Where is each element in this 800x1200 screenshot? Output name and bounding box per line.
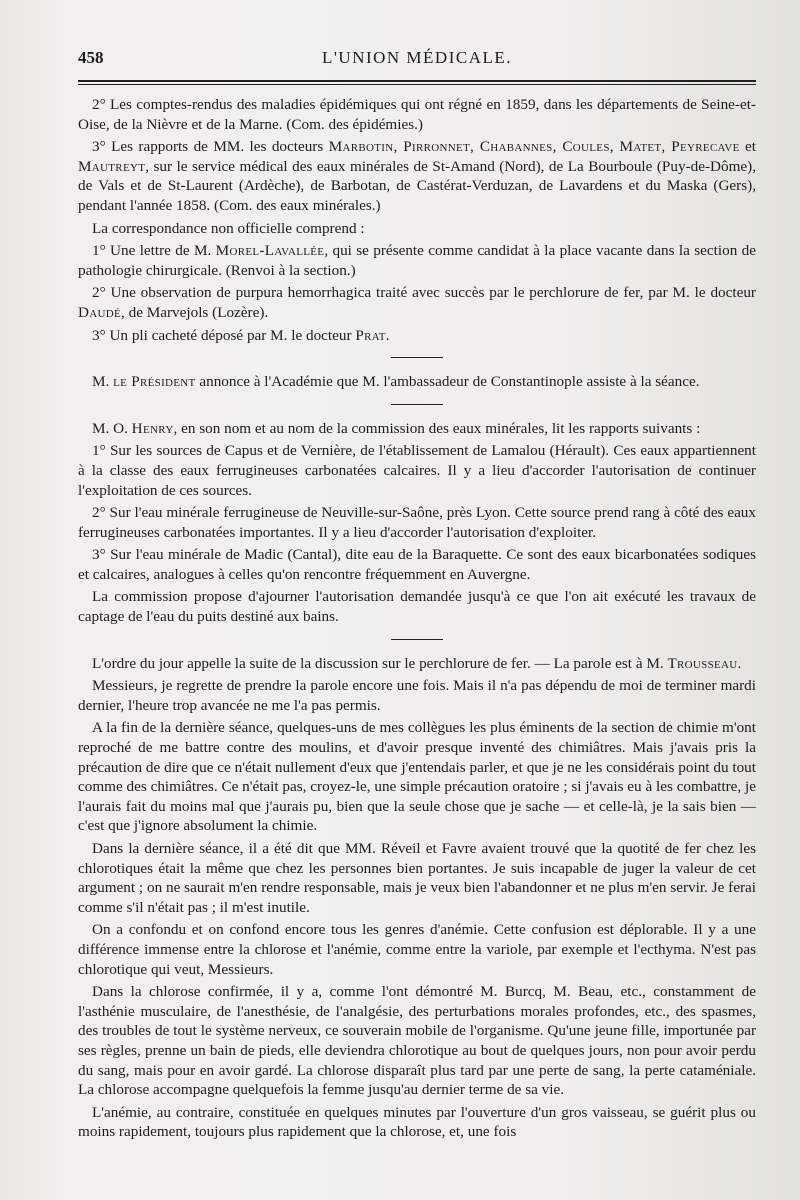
person-name: Morel-Lavallée — [215, 242, 325, 260]
header-rule — [78, 80, 756, 85]
text-run: , qui se présente comme candidat à la place vacante dans la section de pathologie chirurgicale. (Renvoi à la section.) — [78, 242, 756, 279]
text-run: 3° Un pli cacheté déposé par M. le docteur — [92, 326, 356, 344]
paragraph: 2° Les comptes-rendus des maladies épidémiques qui ont régné en 1859, dans les départements de Seine-et-Oise, de la Nièvre et de la Marne. (Com. des épidémies.) — [78, 96, 756, 133]
text-run: . — [385, 326, 390, 344]
person-name: le Président — [113, 373, 196, 391]
paragraph — [78, 283, 756, 322]
paragraph: Messieurs, je regrette de prendre la parole encore une fois. Mais il n'a pas dépendu de moi de terminer mardi dernier, l'heure trop avancée ne me l'a pas permis. — [78, 677, 756, 714]
paragraph: La commission propose d'ajourner l'autorisation demandée jusqu'à ce que l'on ait exécuté les travaux de captage de l'eau du puits destiné aux bains. — [78, 588, 756, 626]
paragraph — [78, 372, 756, 392]
paragraph — [78, 241, 756, 280]
text-run: , en son nom et au nom de la commission des eaux minérales, lit les rapports suivants : — [173, 419, 701, 437]
paragraph: L'anémie, au contraire, constituée en quelques minutes par l'ouverture d'un gros vaisseau, se guérit plus ou moins rapidement, toujours plus rapidement que la chlorose, et, une fois — [78, 1103, 756, 1141]
doctor-name: Mautreyt — [78, 157, 146, 175]
paragraph — [78, 137, 756, 215]
section-separator — [391, 357, 443, 358]
paragraph: Dans la dernière séance, il a été dit que MM. Réveil et Favre avaient trouvé que la quotité de fer chez les chlorotiques était la même que chez les personnes bien portantes. Je suis incapable de juger la valeur de cet argument ; on ne saurait m'en rendre responsable, mais je veux bien l'abandonner et ne plus m'en servir. Je ferai comme s'il n'était pas ; il m'est inutile. — [78, 840, 756, 916]
text-run: M. O. — [92, 419, 132, 437]
text-run: . — [737, 654, 742, 672]
text-run: annonce à l'Académie que M. l'ambassadeur de Constantinople assiste à la séance. — [195, 373, 700, 391]
text-run: , sur le service médical des eaux minérales de St-Amand (Nord), de La Bourboule (Puy-de-Dôme), de Vals et de St-Laurent (Ardèche), de Barbotan, de Castérat-Verduzan, de Lavardens et du Maska (Gers), pendant l'année 1858. (Com. des eaux minérales.) — [78, 157, 756, 214]
text-run: 1° Une lettre de M. — [92, 242, 216, 260]
person-name: Daudé — [78, 303, 122, 321]
paragraph: 2° Sur l'eau minérale ferrugineuse de Neuville-sur-Saône, près Lyon. Cette source prend rang à côté des eaux ferrugineuses carbonatées importantes. Il y a lieu d'accorder l'autorisation d'exploiter. — [78, 504, 756, 541]
person-name: Trousseau — [667, 654, 738, 672]
paragraph: La correspondance non officielle comprend : — [92, 219, 365, 237]
section-separator — [391, 639, 443, 640]
text-run: 2° Une observation de purpura hemorrhagica traité avec succès par le perchlorure de fer, par M. le docteur — [92, 284, 756, 302]
page-number: 458 — [78, 48, 104, 67]
article-body — [78, 95, 756, 1142]
doctor-names: Marbotin, Pirronnet, Chabannes, Coules, Matet, Peyrecave — [328, 138, 740, 156]
paragraph: Dans la chlorose confirmée, il y a, comme l'ont démontré M. Burcq, M. Beau, etc., constamment de l'asthénie musculaire, de l'anesthésie, de l'analgésie, des perturbations morales profondes, etc., des spasmes, des troubles de tout le système nerveux, ce souverain mobile de l'organisme. Qu'une jeune fille, importunée par ses règles, prenne un bain de pieds, elle deviendra chlorotique au bout de quelques jours, non pour avoir perdu du sang, mais pour en avoir gardé. La chlorose disparaît plus tard par une perte de sang, la perte cataméniale. La chlorose accompagne quelquefois la femme jusqu'au dernier terme de sa vie. — [78, 983, 756, 1099]
paragraph: 1° Sur les sources de Capus et de Vernière, de l'établissement de Lamalou (Hérault). Ces eaux appartiennent à la classe des eaux ferrugineuses carbonatées calcaires. Il y a lieu d'accorder l'autorisation de continuer l'exploitation de ces sources. — [78, 442, 756, 499]
paragraph: A la fin de la dernière séance, quelques-uns de mes collègues les plus éminents de la section de chimie m'ont reproché de me battre contre des moulins, et d'avoir presque inventé des chimiâtres. Mais j'avais pris la précaution de dire que ce n'était nullement d'eux que j'entendais parler, et que je ne les considérais point du tout comme des chimiâtres. Ce n'était pas, croyez-le, une simple précaution oratoire ; si j'avais eu à les combattre, je l'aurais fait du moins mal que j'aurais pu, bien que la seule chose que je sache — et celle-là, je la sais bien — c'est que j'ignore absolument la chimie. — [78, 719, 756, 835]
paragraph — [78, 419, 756, 439]
person-name: Henry — [131, 419, 174, 437]
paragraph: 3° Sur l'eau minérale de Madic (Cantal), dite eau de la Baraquette. Ce sont des eaux bicarbonatées sodiques et calcaires, analogues à celles qu'on rencontre fréquemment en Auvergne. — [78, 546, 756, 583]
text-run: M. — [92, 373, 114, 391]
text-run: , de Marvejols (Lozère). — [121, 303, 269, 321]
text-run: et — [739, 138, 757, 156]
text-run: L'ordre du jour appelle la suite de la discussion sur le perchlorure de fer. — La parole est à M. — [92, 654, 668, 672]
person-name: Prat — [355, 326, 386, 344]
paragraph — [78, 654, 756, 674]
paragraph: On a confondu et on confond encore tous les genres d'anémie. Cette confusion est déplorable. Il y a une différence immense entre la chlorose et l'anémie, comme entre la variole, par exemple et l'ecthyma. N'est pas chlorotique qui veut, Messieurs. — [78, 921, 756, 978]
journal-title: L'UNION MÉDICALE. — [321, 48, 513, 67]
paragraph — [78, 326, 756, 346]
text-run: 3° Les rapports de MM. les docteurs — [92, 138, 329, 156]
page-header — [78, 48, 756, 78]
section-separator — [391, 404, 443, 405]
